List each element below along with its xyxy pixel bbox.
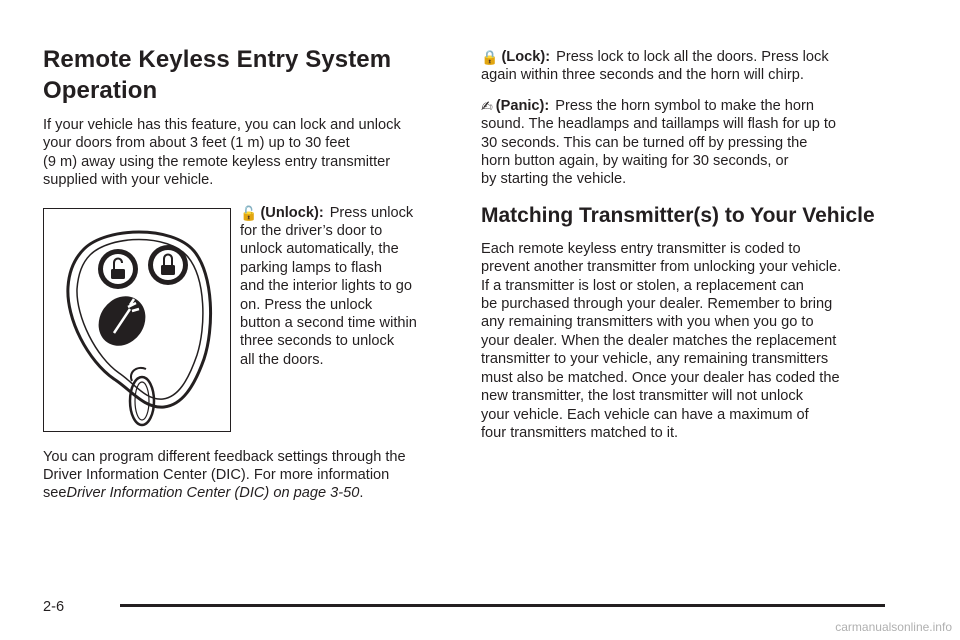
panic-label: (Panic): [495, 97, 550, 114]
key-fob-drawing [44, 209, 230, 431]
lock-text: Press lock to lock all the doors. Press lock again within three seconds and the horn will chirp. [481, 49, 829, 84]
unlock-description [240, 204, 465, 370]
matching-heading: Matching Transmitter(s) to Your Vehicle [481, 203, 875, 227]
page-number: 2-6 [43, 599, 65, 615]
right-column [481, 48, 901, 442]
lock-description [481, 48, 901, 85]
lock-icon: 🔒 [481, 49, 499, 65]
matching-paragraph: Each remote keyless entry transmitter is coded to prevent another transmitter from unlocking your vehicle. If a transmitter is lost or stolen, a replacement can be purchased through your dealer. Remember to bring any remaining transmitters with you when you go to your dealer. When the dealer matches the replacement transmitter to your vehicle, any remaining transmitters must also be matched. Once your dealer has coded the new transmitter, the lost transmitter will not unlock your vehicle. Each vehicle can have a maximum of four transmitters matched to it. [481, 240, 842, 441]
dic-reference-link[interactable]: Driver Information Center (DIC) on page 3-50 [66, 485, 360, 502]
feedback-paragraph [43, 448, 463, 503]
feedback-text: You can program different feedback settings through the Driver Information Center (DIC). For more information see [43, 448, 406, 502]
section-title: Remote Keyless Entry System Operation [43, 46, 392, 104]
unlock-figure-row [43, 204, 463, 434]
lock-label: (Lock): [501, 49, 551, 65]
key-fob-illustration [43, 208, 231, 432]
horn-icon: ✍ [481, 97, 493, 114]
unlock-label: (Unlock): [260, 204, 324, 221]
feedback-end: . [359, 485, 364, 502]
intro-paragraph: If your vehicle has this feature, you can lock and unlock your doors from about 3 feet (1 m) up to 30 feet (9 m) away using the remote keyless entry transmitter supplied with your vehicle. [43, 117, 401, 189]
unlock-icon: 🔓 [240, 204, 258, 221]
unlock-text: Press unlock for the driver’s door to unlock automatically, the parking lamps to flash and the interior lights to go on. Press the unlock button a second time within three seconds to unlock all the doors. [240, 204, 417, 368]
watermark: carmanualsonline.info [835, 620, 952, 634]
panic-text: Press the horn symbol to make the horn sound. The headlamps and taillamps will flash for up to 30 seconds. This can be turned off by pressing the horn button again, by waiting for 30 seconds, or by starting the vehicle. [481, 97, 837, 188]
panic-description [481, 97, 901, 189]
footer-rule [120, 604, 885, 607]
left-column [43, 44, 463, 503]
